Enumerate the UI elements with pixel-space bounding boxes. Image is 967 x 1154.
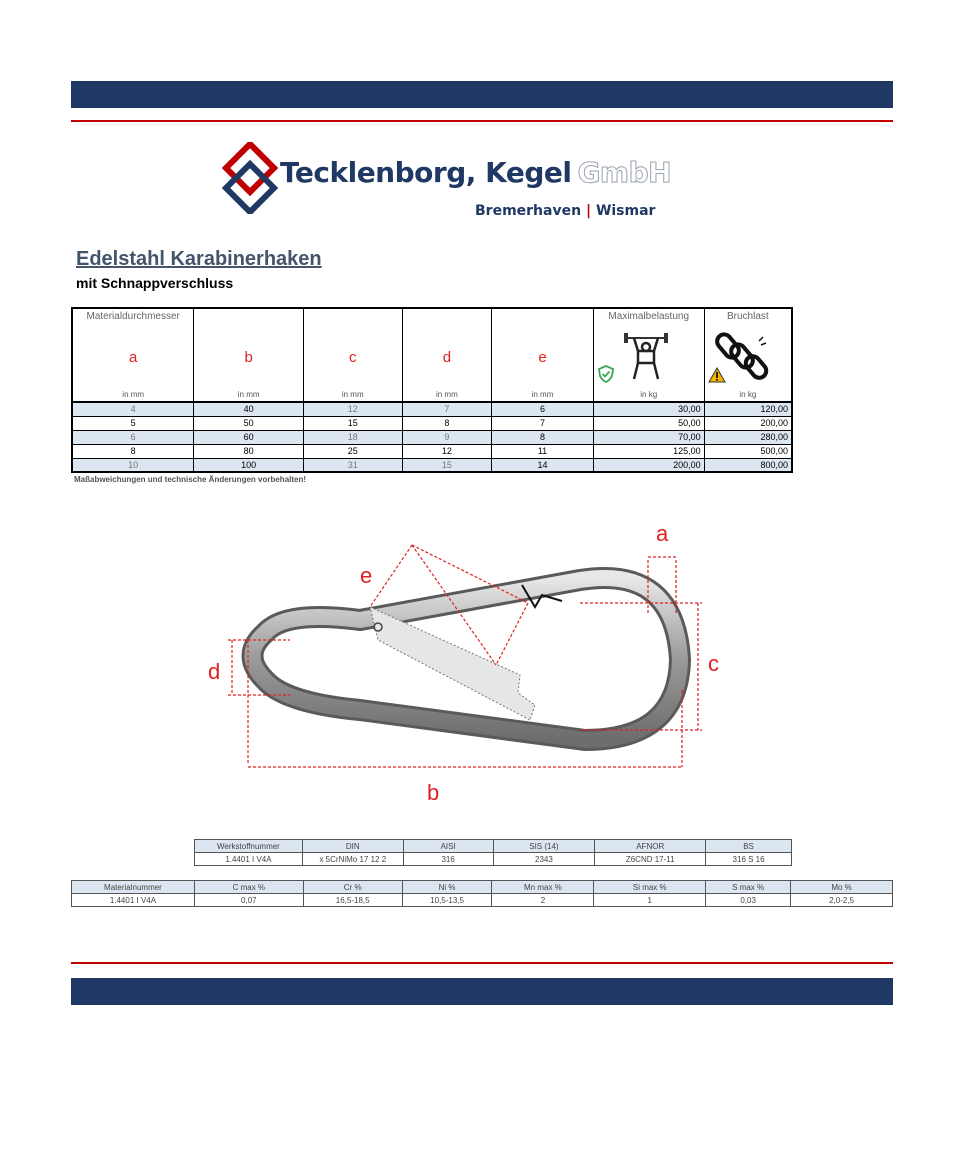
logo-gmbh: GmbH: [577, 156, 672, 189]
top-header-band: [71, 81, 893, 108]
carabiner-diagram: [200, 515, 720, 815]
table-row: 4 40 12 7 6 30,00 120,00: [72, 402, 792, 416]
table-row: 6 60 18 9 8 70,00 280,00: [72, 430, 792, 444]
header-e: e in mm: [492, 308, 594, 402]
table-row: 5 50 15 8 7 50,00 200,00: [72, 416, 792, 430]
page-title: Edelstahl Karabinerhaken: [76, 248, 322, 270]
header-breaking-load: Bruchlast in kg: [704, 308, 792, 402]
header-a: Materialdurchmesser a in mm: [72, 308, 194, 402]
logo-city-wismar: Wismar: [595, 203, 656, 219]
dim-label-b: b: [427, 780, 440, 805]
dim-label-d: d: [208, 659, 221, 684]
table-row: 8 80 25 12 11 125,00 500,00: [72, 444, 792, 458]
table-row: 1.4401 I V4A 0,07 16,5-18,5 10,5-13,5 2 1 0,03 2,0-2,5: [72, 894, 893, 907]
dim-label-c: c: [708, 651, 719, 676]
warning-icon: [708, 367, 726, 383]
header-c: c in mm: [303, 308, 402, 402]
header-d: d in mm: [402, 308, 492, 402]
logo-company-name: Tecklenborg, Kegel GmbH: [280, 156, 672, 189]
dim-label-e: e: [360, 563, 373, 588]
logo-separator: |: [585, 203, 592, 219]
bottom-red-line: [71, 962, 893, 964]
table-header-row: Werkstoffnummer DIN AISI SIS (14) AFNOR BS: [195, 840, 792, 853]
header-b: b in mm: [194, 308, 304, 402]
logo-city-bremerhaven: Bremerhaven: [475, 203, 582, 219]
table-row: 10 100 31 15 14 200,00 800,00: [72, 458, 792, 472]
table-header-row: Materialnummer C max % Cr % Ni % Mn max % Si max % S max % Mo %: [72, 881, 893, 894]
table-row: 1.4401 I V4A x 5CrNiMo 17 12 2 316 2343 Z6CND 17-11 316 S 16: [195, 853, 792, 866]
bottom-footer-band: [71, 978, 893, 1005]
logo-mark-icon: [222, 142, 278, 214]
dim-label-a: a: [656, 521, 669, 546]
spec-table: [71, 307, 793, 473]
weightlifter-icon: [622, 327, 670, 383]
header-max-load: Maximalbelastung in kg: [593, 308, 704, 402]
check-shield-icon: [598, 365, 614, 383]
logo-cities: [475, 203, 655, 219]
page-subtitle: mit Schnappverschluss: [76, 275, 234, 291]
company-logo: [222, 142, 672, 226]
material-standards-table: [194, 839, 792, 866]
disclaimer-note: Maßabweichungen und technische Änderungen vorbehalten!: [74, 475, 307, 484]
composition-table: [71, 880, 893, 907]
top-red-line: [71, 120, 893, 122]
